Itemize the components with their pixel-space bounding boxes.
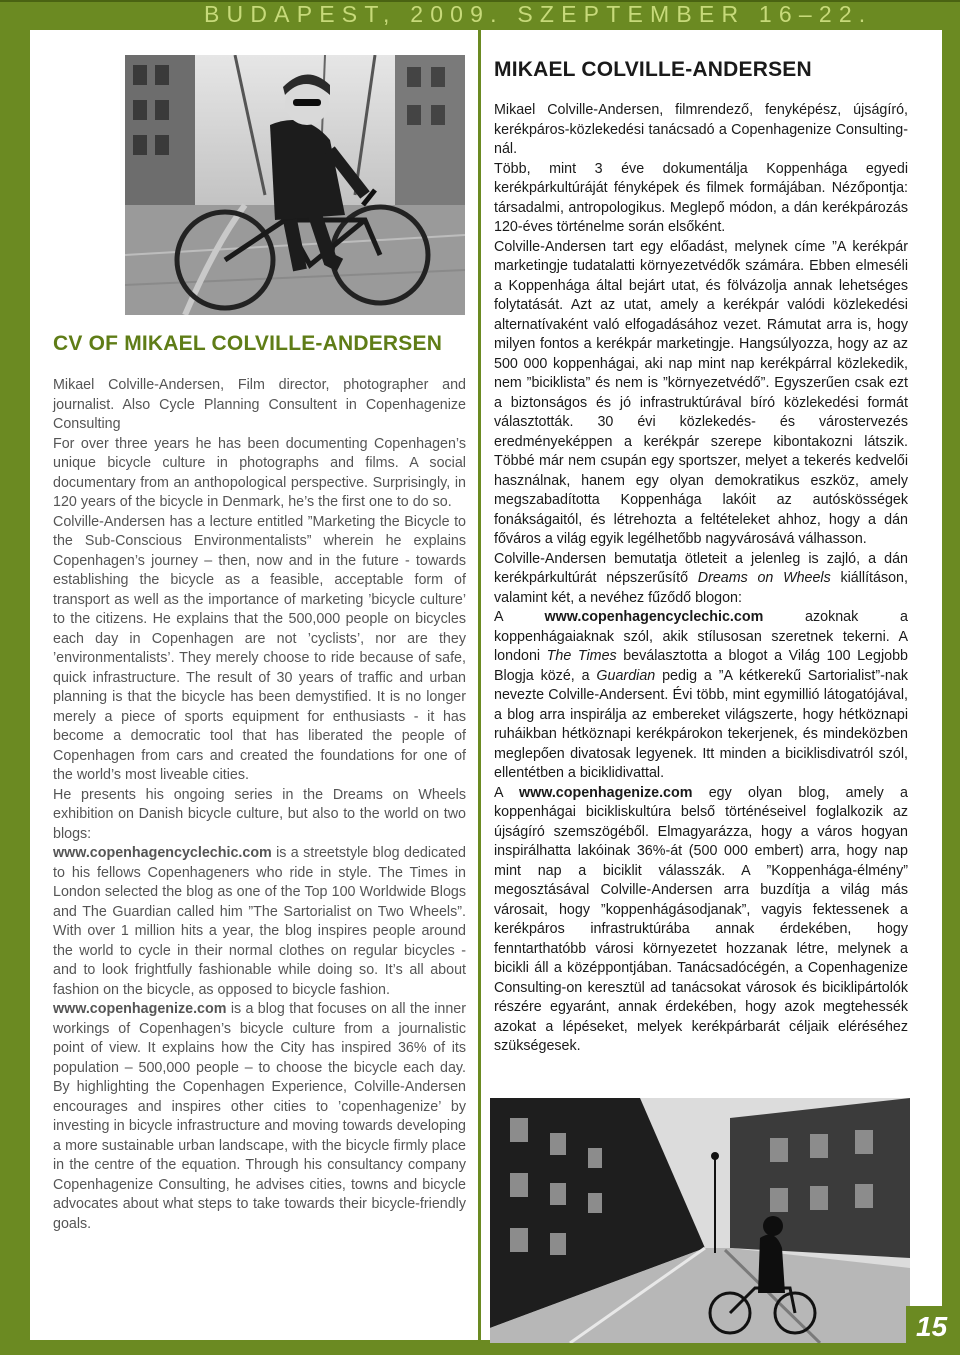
right-paragraph-6: A www.copenhagenize.com egy olyan blog, amely a koppenhágai bicikliskultúra belső történéseivel foglalkozik az újságíró szemszögéből. Elmagyarázza, hogy a város hogyan inspirálhatta lakóinak 36%-át (500 000 embert) arra, hogy nap mint nap a biciklit válasszák. A ”Koppenhága-élmény” megosztásával Colville-Andersen arra buzdítja a világ más városait, hogy ”koppenhágásodjanak”, vagyis fektessenek a kerékpáros infrastruktúrába annak érdekében, hogy fenntarthatóbb városi környezetet hozzanak létre, melynek a bicikli áll a középpontjában. Tanácsadócégén, a Copenhagenize Consulting-on keresztül ad tanácsokat városok és biciklipártolók részére egyaránt, annak érdekében, hogy azok megtehessék azokat a lépéseket, melyek kerékpárbarát céljaik eléréséhez szükségesek. (494, 784, 908, 1054)
left-paragraph-5: www.copenhagencyclechic.com is a streetstyle blog dedicated to his fellows Copenhageners who ride in style. The Times in London selected the blog as one of the Top 100 Worldwide Blogs and The Guardian called him ”The Sartorialist on Two Wheels”. With over 1 million hits a year, the blog inspires people around the world to cycle in their normal clothes on regular bicycles - and to look frightfully fashionable while doing so. It’s all about fashion on the bicycle, as opposed to bicycle fashion. (53, 845, 466, 998)
right-paragraph-3: Colville-Andersen tart egy előadást, melynek címe ”A kerékpár marketingje tudatalatti környezetvédők számára. Ebben elmeséli a Koppenhága által bejárt utat, és fölvázolja annak lehetséges folytatását. Azt az utat, amely a kerékpár valódi közlekedési alternatívaként való elfogadásához vezet. Rámutat arra is, hogy milyen fontos a kerékpár marketingje. Hangsúlyozza, hogy az az 500 000 koppenhágai, aki nap mint nap kerékpárral közlekedik, nem ”biciklista” és nem is ”környezetvédő”. Egyszerűen csak ezt a biztonságos és jó infrastruktúrával bíró közlekedési formát választották. 30 évi közlekedés- és várostervezés eredményeképpen a kerékpár szerepe kibontakozni látszik. Többé már nem csupán egy sportszer, melyet a tekerés kedvelői használnak, hanem egy olyan demokratikus eszköz, amely megszabadította Koppenhága lakóit az autóskösségek fonákságaitól, és létrehozta a feltételeket ahhoz, hogy a dán főváros a világ egyik legélhetőbb nagyvárosává válhasson. (494, 238, 908, 547)
cyclist-portrait-photo (125, 55, 465, 315)
cyclechic-link-hu[interactable]: www.copenhagencyclechic.com (544, 609, 764, 625)
right-heading: MIKAEL COLVILLE-ANDERSEN (494, 58, 812, 81)
right-column-text (494, 101, 908, 1057)
right-paragraph-5: A www.copenhagencyclechic.com azoknak a koppenhágaiaknak szól, akik stílusosan szeretnek tekerni. A londoni The Times beválasztotta a blogot a Világ 100 Legjobb Blogja közé, a Guardian pedig a ”A kétkerekű Sartorialist”-nak nevezte Colville-Andersent. Évi több, mint egymillió látogatójával, a blog arra inspirálja az embereket világszerte, hogy hétköznapi ruháikban hétköznapi kerékpárokon tekerjenek, és mindeközben meglepően divatosak legyenek. Itt minden a biciklisdivatról szól, ellentétben a biciklidivattal. (494, 609, 908, 781)
left-paragraph-4: He presents his ongoing series in the Dreams on Wheels exhibition on Danish bicycle culture, but also to the world on two blogs: (53, 786, 466, 842)
left-column-text (53, 376, 466, 1234)
right-paragraph-1: Mikael Colville-Andersen, filmrendező, fenyképész, újságíró, kerékpáros-közlekedési tanácsadó a Copenhagenize Consulting-nál. (494, 102, 908, 157)
left-paragraph-6: www.copenhagenize.com is a blog that focuses on all the inner workings of Copenhagen’s bicycle culture from a journalistic point of view. It explains how the City has inspired 36% of its population – 500,000 people – to choose the bicycle each day. By highlighting the Copenhagen Experience, Colville-Andersen encourages and inspires other cities to ’copenhagenize’ by investing in bicycle infrastructure and moving towards developing a more sustainable urban landscape, with the bicycle firmly place in the centre of the equation. Through his consultancy company Copenhagenize Consulting, he advises cities, towns and bicycle advocates about what steps to take towards their bicycle-friendly goals. (53, 1001, 466, 1232)
dreams-on-wheels-title: Dreams on Wheels (697, 570, 831, 586)
page-number: 15 (916, 1311, 948, 1342)
copenhagenize-link-hu[interactable]: www.copenhagenize.com (519, 784, 693, 801)
right-paragraph-2: Több, mint 3 éve dokumentálja Koppenhága egyedi kerékpárkultúráját fényképek és filmek formájában. Nézőpontja: társadalmi, antropologikus. Meglepő módon, a dán kerékpározás 120-éves történelme során elsőként. (494, 160, 908, 235)
street-cyclist-photo (490, 1098, 910, 1343)
event-title: BUDAPEST, 2009. SZEPTEMBER 16–22. (204, 1, 873, 27)
page-number-badge (906, 1306, 960, 1352)
column-divider (478, 30, 481, 1355)
cyclechic-link[interactable]: www.copenhagencyclechic.com (53, 845, 272, 861)
left-margin-band (0, 30, 30, 1355)
right-paragraph-4: Colville-Andersen bemutatja ötleteit a jelenleg is zajló, a dán kerékpárkultúrát népszerűsítő Dreams on Wheels kiállításon, valamint két, a nevéhez fűződő blogon: (494, 550, 908, 606)
left-paragraph-2: For over three years he has been documenting Copenhagen’s unique bicycle culture in photographs and films. A social documentary from an anthopological perspective. Surprisingly, in 120 years of the bicycle in Denmark, he’s the first one to do so. (53, 435, 466, 510)
right-margin-band (942, 30, 960, 1355)
left-paragraph-1: Mikael Colville-Andersen, Film director, photographer and journalist. Also Cycle Planning Consultent in Copenhagenize Consulting (53, 377, 466, 432)
copenhagenize-link[interactable]: www.copenhagenize.com (53, 1001, 227, 1017)
left-heading: CV OF MIKAEL COLVILLE-ANDERSEN (53, 332, 443, 355)
header-band (0, 0, 960, 30)
left-paragraph-3: Colville-Andersen has a lecture entitled ”Marketing the Bicycle to the Sub-Conscious Environmentalists” wherein he explains Copenhagen’s journey – then, now and in the future - towards establishing the bicycle as a feasible, acceptable form of transport as well as the importance of marketing ’bicycle culture’ to the citizens. He explains that the 500,000 people on bicycles each day in Copenhagen are not ’cyclists’, nor are they ’environmentalists’. They merely choose to ride because of safe, quick infrastructure. The result of 30 years of traffic and urban planning is that the bicycle has been demystified. It is no longer merely a piece of sports equipment for enthusiasts - it has become a democratic tool that has liberated the people of Copenhagen from cars and created the foundations for one of the world’s most liveable cities. (53, 513, 466, 783)
